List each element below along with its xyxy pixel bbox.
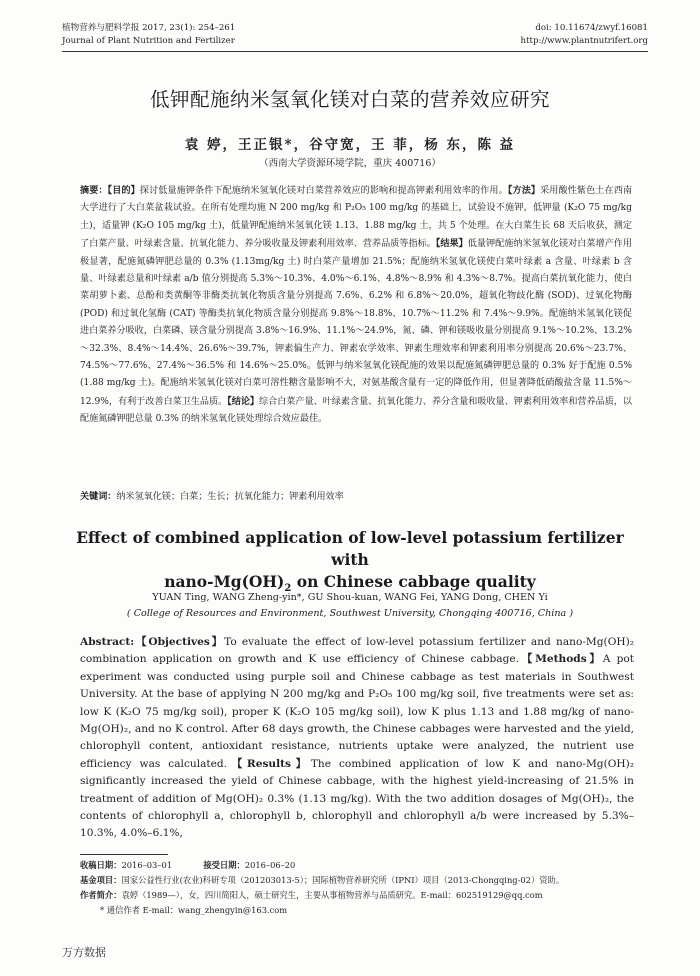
title-en [70,527,630,600]
abstract-en-label: Abstract: [80,636,135,648]
doi[interactable]: doi: 10.11674/zwyf.16081 [535,23,648,33]
abstract-en [80,634,634,843]
author-bio-line: 作者简介：袁婷（1989—），女，四川简阳人，硕士研究生，主要从事植物营养与品质研究。E-mail：602519129@qq.com [80,890,543,900]
conclusions-text-cn: 综合白菜产量、叶绿素含量、抗氧化能力、养分含量和吸收量、钾素利用效率和营养品质，以配施氮磷钾肥总量 0.3% 的纳米氢氧化镁处理综合效应最佳。 [80,396,633,425]
running-header [62,22,648,48]
corresponding-author-line: * 通信作者 E-mail：wang_zhengyin@163.com [100,905,288,915]
keywords-cn [80,489,632,502]
methods-text-cn: 采用酸性紫色土在西南大学进行了大白菜盆栽试验。在所有处理均施 N 200 mg/kg 和 P₂O₅ 100 mg/kg 的基础上，试验设不施钾，低钾量 (K₂O 75 mg/kg 土)，适量钾 (K₂O 105 mg/kg 土)，低量钾配施纳米氢氧化镁 1.13、1.88 mg/kg 土，共 5 个处理。在大白菜生长 68 天后收获，测定了白菜产量、叶绿素含量、抗氧化能力、养分吸收量及钾素利用效率、营养品质等指标。 [80,186,632,250]
journal-url[interactable]: http://www.plantnutrifert.org [520,36,648,46]
objectives-text-en: To evaluate the effect of low-level potassium fertilizer and nano-Mg(OH)₂ combination application on growth and K use efficiency of Chinese cabbage. [80,636,634,666]
abstract-cn-label: 摘要： [80,185,108,196]
methods-text-en: A pot experiment was conducted using purple soil and Chinese cabbage as test materials in Southwest University. At the base of applying N 200 mg/kg and P₂O₅ 100 mg/kg soil, five treatments were set as: low K (K₂O 75 mg/kg soil), proper K (K₂O 105 mg/kg soil), low K plus 1.13 and 1.88 mg/kg of nano-Mg(OH)₂, and no K control. After 68 days growth, the Chinese cabbages were harvested and the yield, chlorophyll content, antioxidant resistance, nutrients uptake were analyzed, the nutrient use efficiency was calculated. [80,653,634,770]
affiliation-cn: （西南大学资源环境学院，重庆 400716） [259,158,441,169]
authors-cn: 袁 婷，王正银*，谷守宽，王 菲，杨 东，陈 益 [184,137,516,153]
journal-name-en: Journal of Plant Nutrition and Fertilizer [62,36,235,46]
dates-line: 收稿日期：2016–03–01 接受日期：2016–06–20 [80,860,296,870]
title-en-line1: Effect of combined application of low-level potassium fertilizer with [76,528,624,569]
title-en-line2: nano-$Mg(OH)_2$ on Chinese cabbage quality [164,572,536,595]
footnote-rule [80,854,168,855]
fund-line: 基金项目：国家公益性行业(农业)科研专项（201203013-5）；国际植物营养研究所（IPNI）项目（2013-Chongqing-02）资助。 [80,875,565,885]
results-label-en: 【Results】 [227,757,311,770]
results-label-cn: 【结果】 [435,238,468,250]
title-cn: 低钾配施纳米氢氧化镁对白菜的营养效应研究 [149,88,550,111]
affiliation-en: ( College of Resources and Environment, Southwest University, Chongqing 400716, China ) [126,608,574,619]
abstract-cn [80,182,632,429]
methods-label-cn: 【方法】 [507,185,541,196]
methods-label-en: 【Methods】 [519,653,603,666]
header-rule [62,51,648,52]
conclusions-label-cn: 【结论】 [227,395,260,407]
results-text-cn: 低量钾配施纳米氢氧化镁对白菜增产作用极显著，配施氮磷钾肥总量的 0.3% (1.13mg/kg 土) 时白菜产量增加 21.5%；配施纳米氢氧化镁使白菜叶绿素 a 含量、叶绿素 b 含量、叶绿素总量和叶绿素 a/b 值分别提高 5.3%～10.3%、4.0%～6.1%、4.8%～8.9% 和 4.3%～8.7%。提高白菜抗氧化能力，使白菜胡萝卜素、总酚和类黄酮等非酶类抗氧化物质含量分别提高 7.6%、6.2% 和 6.8%～20.0%，超氧化物歧化酶 (SOD)、过氧化物酶 (POD) 和过氧化氢酶 (CAT) 等酶类抗氧化物质含量分别提高 9.8%～18.8%、10.7%～11.2% 和 7.4%～9.9%。配施纳米氢氧化镁促进白菜养分吸收，白菜磷、镁含量分别提高 3.8%～16.9%、11.1%～24.9%，氮、磷、钾和镁吸收量分别提高 9.1%～10.2%、13.2%～32.3%、8.4%～14.4%、26.6%～39.7%，钾素偏生产力、钾素农学效率、钾素生理效率和钾素利用率分别提高 20.6%～23.7%、74.5%～77.6%、27.4%～36.5% 和 14.6%～25.0%。低钾与纳米氢氧化镁配施的效果以配施氮磷钾肥总量的 0.3% 好于配施 0.5% (1.88 mg/kg 土)。配施纳米氢氧化镁对白菜可溶性糖含量影响不大，对氨基酸含量有一定的降低作用，但显著降低硝酸盐含量 11.5%～12.9%，有利于改善白菜卫生品质。 [80,239,632,407]
accepted-date: 2016–06–20 [244,860,296,870]
received-date: 2016–03–01 [121,860,173,870]
footnotes [80,858,640,918]
watermark: 万方数据 [62,946,106,959]
keywords-cn-text: 纳米氢氧化镁；白菜；生长；抗氧化能力；钾素利用效率 [116,492,344,502]
journal-issue-cn: 植物营养与肥料学报 2017, 23(1): 254–261 [62,23,236,33]
results-text-en: The combined application of low K and nano-Mg(OH)₂ significantly increased the yield of Chinese cabbage, with the highest yield-increasing of 21.5% in treatment of addition of Mg(OH)₂ 0.3% (1.13 mg/kg). With the two addition dosages of Mg(OH)₂, the contents of chlorophyll a, chlorophyll b, chlorophyll and chlorophyll a/b were increased by 5.3%–10.3%, 4.0%–6.1%, [80,757,635,840]
authors-en: YUAN Ting, WANG Zheng-yin*, GU Shou-kuan, WANG Fei, YANG Dong, CHEN Yi [152,592,548,603]
objectives-label-en: 【Objectives】 [134,636,225,648]
objective-label-cn: 【目的】 [107,185,140,196]
objective-text-cn: 探讨低量施钾条件下配施纳米氢氧化镁对白菜营养效应的影响和提高钾素利用效率的作用。 [139,186,508,196]
keywords-cn-label: 关键词： [80,491,117,502]
